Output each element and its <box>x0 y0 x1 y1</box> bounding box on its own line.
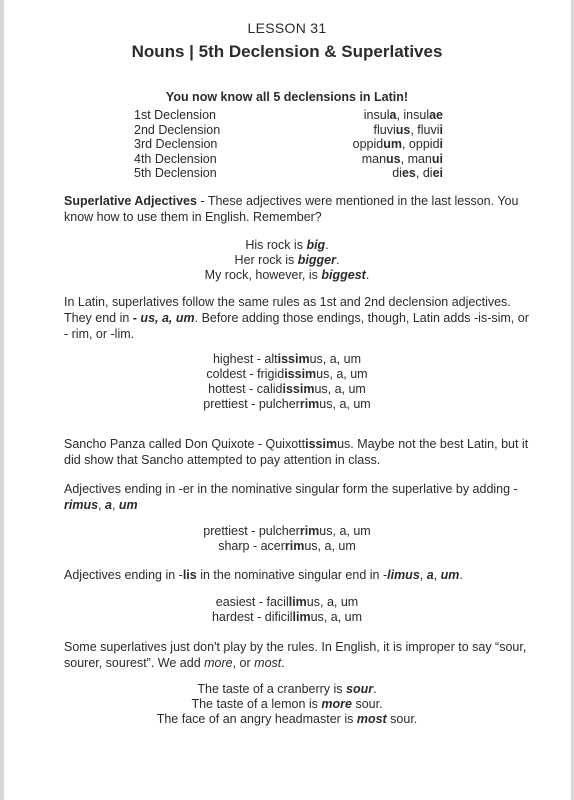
declension-ending: di <box>392 166 402 181</box>
example-line <box>0 610 574 625</box>
declension-ending: us <box>386 151 401 166</box>
paragraph-text: - These adjectives were mentioned in the last lesson. You know how to use them in English. Remember? <box>64 194 519 224</box>
paragraph-text: , <box>111 498 119 512</box>
example-line <box>0 595 574 610</box>
latin-examples <box>0 352 574 412</box>
paragraph-text: us. Maybe not the best Latin, but it did show that Sancho attempted to pay attention in class. <box>64 437 529 467</box>
declension-ending: ui <box>431 151 443 166</box>
example-text: The taste of a cranberry is <box>197 682 347 696</box>
example-text: rim <box>284 539 305 553</box>
example-text: hardest - dificil <box>211 610 293 624</box>
paragraph-text: - us, a, um <box>132 311 195 325</box>
declension-name: 5th Declension <box>134 166 217 181</box>
declension-example <box>374 123 444 137</box>
declension-row <box>0 108 574 123</box>
example-text: lim <box>292 610 311 624</box>
lis-examples <box>0 595 574 625</box>
declension-ending: fluvi <box>373 122 396 137</box>
declension-ending: i <box>439 122 443 137</box>
example-text: The face of an angry headmaster is <box>156 712 357 726</box>
example-text: easiest - facil <box>215 595 289 609</box>
paragraph-text: , <box>98 498 105 512</box>
example-line <box>0 352 574 367</box>
example-text: His rock is <box>245 238 307 252</box>
example-line <box>0 697 574 712</box>
example-text: coldest - frigid <box>206 367 285 381</box>
irregular-paragraph <box>64 639 534 671</box>
example-text: lim <box>288 595 307 609</box>
example-text: big <box>306 238 326 252</box>
declension-ending: insul <box>363 108 390 122</box>
example-text: sour <box>346 682 374 696</box>
declension-ending: i <box>439 137 443 152</box>
declension-row <box>0 152 574 167</box>
example-text: us, a, um <box>316 367 368 381</box>
paragraph-text: Superlative Adjectives <box>64 194 197 208</box>
example-line <box>0 382 574 397</box>
paragraph-text: Some superlatives just don't play by the rules. In English, it is improper to say “sour, sourer, sourest”. We add <box>64 640 527 670</box>
example-line <box>0 367 574 382</box>
example-line <box>0 253 574 268</box>
declension-ending: , di <box>415 166 433 181</box>
example-text: sharp - acer <box>218 539 285 553</box>
declension-row <box>0 166 574 181</box>
paragraph-text: rimus <box>64 498 99 512</box>
example-text: rim <box>299 397 320 411</box>
example-line <box>0 238 574 253</box>
example-text: us, a, um <box>314 382 366 396</box>
example-text: us, a, um <box>304 539 356 553</box>
paragraph-text: , <box>419 568 427 582</box>
declension-name: 2nd Declension <box>134 122 221 137</box>
example-text: bigger <box>297 253 336 267</box>
declension-ending: es <box>401 166 416 181</box>
declension-ending: , insul <box>396 108 430 122</box>
example-text: issim <box>284 367 317 381</box>
declension-ending: oppid <box>352 137 384 152</box>
sour-examples <box>0 682 574 727</box>
paragraph-text: Adjectives ending in - <box>64 568 183 582</box>
example-text: highest - alt <box>212 352 278 366</box>
declension-ending: um <box>383 137 402 152</box>
paragraph-text: In Latin, superlatives follow the same rules as 1st and 2nd declension adjectives. They end in <box>64 295 511 325</box>
paragraph-text: um <box>118 498 138 512</box>
declension-ending: ei <box>432 166 443 181</box>
declension-example <box>353 137 443 151</box>
declension-row <box>0 123 574 138</box>
example-text: Her rock is <box>234 253 298 267</box>
example-text: My rock, however, is <box>204 268 322 282</box>
paragraph-text: most <box>254 656 282 670</box>
example-line <box>0 539 574 554</box>
declension-ending: , man <box>400 151 432 166</box>
example-text: . <box>325 238 329 252</box>
example-line <box>0 524 574 539</box>
example-line <box>0 397 574 412</box>
lesson-label: LESSON 31 <box>247 20 327 36</box>
example-text: rim <box>299 524 320 538</box>
example-text: us, a, um <box>319 524 371 538</box>
er-examples <box>0 524 574 554</box>
example-text: . <box>335 253 340 267</box>
example-text: us, a, um <box>310 610 363 624</box>
paragraph-text: . <box>281 656 285 670</box>
latin-rules-paragraph <box>64 294 534 342</box>
example-text: most <box>356 712 387 726</box>
declension-name: 3rd Declension <box>134 137 218 152</box>
declension-ending: a <box>389 108 397 122</box>
paragraph-text: Adjectives ending in -er in the nominative singular form the superlative by adding - <box>64 482 518 496</box>
declensions-heading: You now know all 5 declensions in Latin! <box>165 90 409 104</box>
declension-name: 1st Declension <box>134 108 216 122</box>
declension-example <box>392 166 443 180</box>
declension-ending: , fluvi <box>410 122 440 137</box>
paragraph-text: . <box>459 568 463 582</box>
paragraph-text: , or <box>232 656 255 670</box>
er-rule-paragraph <box>64 481 534 513</box>
example-text: . <box>373 682 377 696</box>
example-text: prettiest - pulcher <box>203 397 300 411</box>
example-text: issim <box>282 382 315 396</box>
example-line <box>0 268 574 283</box>
paragraph-text: Sancho Panza called Don Quixote - Quixott <box>64 437 306 451</box>
declension-row <box>0 137 574 152</box>
lis-rule-paragraph <box>64 567 534 583</box>
example-text: biggest <box>321 268 366 282</box>
example-text: . <box>365 268 370 282</box>
example-text: us, a, um <box>319 397 371 411</box>
paragraph-text: issim <box>305 437 338 451</box>
declension-ending: , oppid <box>401 137 440 152</box>
superlative-intro-paragraph <box>64 193 534 225</box>
declension-table <box>0 108 574 181</box>
declension-name: 4th Declension <box>134 151 217 166</box>
example-text: us, a, um <box>309 352 361 366</box>
english-examples <box>0 238 574 283</box>
paragraph-text: um <box>440 568 460 582</box>
example-text: The taste of a lemon is <box>191 697 322 711</box>
paragraph-text: lis <box>182 568 197 582</box>
declension-example <box>362 152 443 166</box>
declension-ending: us <box>395 122 411 137</box>
declension-ending: ae <box>429 108 443 122</box>
example-text: more <box>321 697 352 711</box>
example-text: us, a, um <box>306 595 359 609</box>
paragraph-text: a <box>105 498 112 512</box>
declension-example <box>364 108 443 122</box>
page-title: Nouns | 5th Declension & Superlatives <box>131 42 443 61</box>
example-text: issim <box>277 352 310 366</box>
sancho-paragraph <box>64 436 534 468</box>
example-line <box>0 682 574 697</box>
example-text: prettiest - pulcher <box>203 524 300 538</box>
declension-ending: man <box>361 151 387 166</box>
example-text: sour. <box>351 697 383 711</box>
example-text: sour. <box>386 712 418 726</box>
example-text: hottest - calid <box>208 382 283 396</box>
paragraph-text: limus <box>387 568 420 582</box>
paragraph-text: a <box>426 568 434 582</box>
paragraph-text: more <box>204 656 233 670</box>
example-line <box>0 712 574 727</box>
paragraph-text: . Before adding those endings, though, Latin adds -is-sim, or - rim, or -lim. <box>64 311 529 341</box>
paragraph-text: in the nominative singular end in - <box>196 568 388 582</box>
paragraph-text: , <box>433 568 441 582</box>
